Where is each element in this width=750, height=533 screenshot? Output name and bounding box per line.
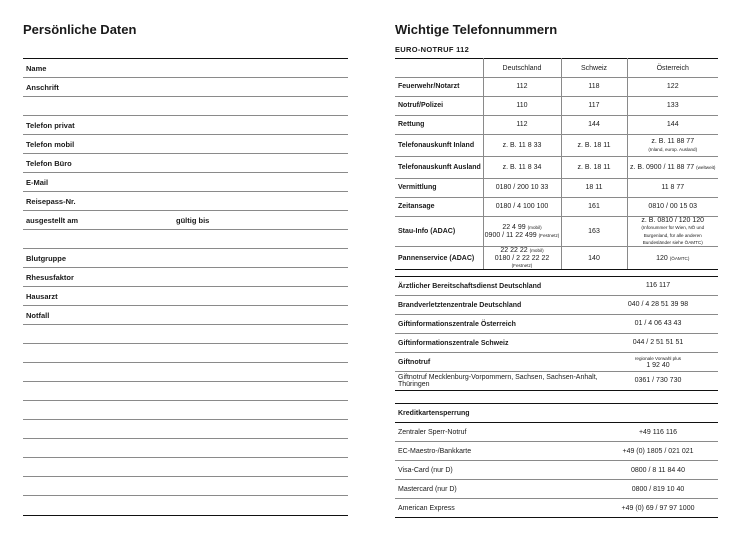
cell-oesterreich: 122 (627, 78, 718, 97)
phone-number: 0800 / 8 11 84 40 (598, 461, 718, 480)
form-row[interactable] (23, 135, 348, 154)
form-row[interactable] (23, 401, 348, 420)
row-label: Zentraler Sperr-Notruf (395, 423, 598, 442)
cell-deutschland: 22 22 22 (mobil) 0180 / 2 22 22 22 (Festnetz) (483, 247, 561, 270)
row-label: Telefonauskunft Ausland (395, 157, 483, 179)
section-subtitle: EURO-NOTRUF 112 (395, 45, 470, 54)
cell-schweiz: 117 (561, 97, 627, 116)
cell-deutschland: 110 (483, 97, 561, 116)
form-row[interactable] (23, 420, 348, 439)
form-row[interactable] (23, 363, 348, 382)
form-row[interactable] (23, 496, 348, 515)
table-row (395, 404, 718, 423)
cell-oesterreich: z. B. 0810 / 120 120 (Infonummer für Wien, NÖ und Burgenland, für alle anderen Bundesländer siehe ÖAMTC) (627, 217, 718, 247)
phone-number: 044 / 2 51 51 51 (598, 334, 718, 353)
cell-deutschland: 0180 / 4 100 100 (483, 198, 561, 217)
row-label: Giftnotruf Mecklenburg-Vorpommern, Sachsen, Sachsen-Anhalt, Thüringen (395, 372, 598, 391)
cell-deutschland: 112 (483, 116, 561, 135)
row-label: Notruf/Polizei (395, 97, 483, 116)
phone-number: 040 / 4 28 51 39 98 (598, 296, 718, 315)
personal-data-form (23, 58, 348, 516)
table-row (395, 334, 718, 353)
row-label: Stau-Info (ADAC) (395, 217, 483, 247)
row-label: Zeitansage (395, 198, 483, 217)
phone-number: regionale Vorwahl plus 1 92 40 (598, 353, 718, 372)
cell-deutschland: z. B. 11 8 33 (483, 135, 561, 157)
table-row (395, 353, 718, 372)
table-row (395, 442, 718, 461)
form-row[interactable] (23, 154, 348, 173)
row-label: Giftinformationszentrale Österreich (395, 315, 598, 334)
form-row[interactable] (23, 97, 348, 116)
table-row (395, 247, 718, 270)
row-label: Vermittlung (395, 179, 483, 198)
table-row (395, 217, 718, 247)
table-row (395, 198, 718, 217)
cell-deutschland: 112 (483, 78, 561, 97)
row-label: Giftinformationszentrale Schweiz (395, 334, 598, 353)
form-row[interactable] (23, 249, 348, 268)
phone-number: 116 117 (598, 277, 718, 296)
row-label: Rettung (395, 116, 483, 135)
field-label: Rhesusfaktor (26, 273, 74, 282)
cell-deutschland: 22 4 99 (mobil) 0900 / 11 22 499 (Festnetz) (483, 217, 561, 247)
cell-oesterreich: 133 (627, 97, 718, 116)
form-row[interactable] (23, 306, 348, 325)
field-label: Anschrift (26, 83, 59, 92)
page-title: Persönliche Daten (23, 22, 137, 37)
phone-number: +49 116 116 (598, 423, 718, 442)
cell-schweiz: z. B. 18 11 (561, 157, 627, 179)
form-row[interactable] (23, 458, 348, 477)
column-header: Österreich (627, 59, 718, 78)
field-label: Telefon Büro (26, 159, 72, 168)
form-row[interactable] (23, 344, 348, 363)
cell-schweiz: 161 (561, 198, 627, 217)
cell-oesterreich: 120 (ÖAMTC) (627, 247, 718, 270)
cell-schweiz: 163 (561, 217, 627, 247)
field-label: gültig bis (176, 216, 210, 225)
table-row (395, 116, 718, 135)
column-header: Deutschland (483, 59, 561, 78)
row-label: Mastercard (nur D) (395, 480, 598, 499)
table-row (395, 372, 718, 391)
table-row (395, 315, 718, 334)
form-row[interactable] (23, 287, 348, 306)
row-label: EC-Maestro-/Bankkarte (395, 442, 598, 461)
cell-schweiz: 118 (561, 78, 627, 97)
row-label: American Express (395, 499, 598, 518)
form-row[interactable] (23, 116, 348, 135)
table-row (395, 499, 718, 518)
form-row[interactable] (23, 268, 348, 287)
row-label: Telefonauskunft Inland (395, 135, 483, 157)
form-row[interactable] (23, 230, 348, 249)
form-row[interactable] (23, 477, 348, 496)
field-label: Hausarzt (26, 292, 58, 301)
form-row[interactable] (23, 211, 348, 230)
form-row[interactable] (23, 78, 348, 97)
cell-schweiz: 140 (561, 247, 627, 270)
form-row[interactable] (23, 192, 348, 211)
field-label: Reisepass-Nr. (26, 197, 76, 206)
cell-oesterreich: 144 (627, 116, 718, 135)
info-table (395, 276, 718, 391)
field-label: E-Mail (26, 178, 49, 187)
table-row (395, 277, 718, 296)
form-row[interactable] (23, 439, 348, 458)
table-row (395, 157, 718, 179)
field-label: Notfall (26, 311, 50, 320)
phone-number: 0361 / 730 730 (598, 372, 718, 391)
row-label: Brandverletztenzentrale Deutschland (395, 296, 598, 315)
row-label: Pannenservice (ADAC) (395, 247, 483, 270)
cell-oesterreich: 0810 / 00 15 03 (627, 198, 718, 217)
cell-schweiz: 18 11 (561, 179, 627, 198)
phone-number: +49 (0) 69 / 97 97 1000 (598, 499, 718, 518)
column-header (395, 59, 483, 78)
row-label: Ärztlicher Bereitschaftsdienst Deutschland (395, 277, 598, 296)
table-row (395, 179, 718, 198)
table-row (395, 97, 718, 116)
section-title: Kreditkartensperrung (395, 404, 718, 423)
phone-number: 0800 / 819 10 40 (598, 480, 718, 499)
field-label: Telefon mobil (26, 140, 75, 149)
page-title: Wichtige Telefonnummern (395, 22, 558, 37)
form-row[interactable] (23, 325, 348, 344)
cell-deutschland: z. B. 11 8 34 (483, 157, 561, 179)
table-row (395, 135, 718, 157)
form-row[interactable] (23, 173, 348, 192)
cell-deutschland: 0180 / 200 10 33 (483, 179, 561, 198)
form-row[interactable] (23, 59, 348, 78)
table-row (395, 78, 718, 97)
row-label: Feuerwehr/Notarzt (395, 78, 483, 97)
table-row (395, 480, 718, 499)
row-label: Visa-Card (nur D) (395, 461, 598, 480)
cell-oesterreich: 11 8 77 (627, 179, 718, 198)
emergency-table (395, 58, 718, 270)
field-label: Name (26, 64, 47, 73)
phone-number: 01 / 4 06 43 43 (598, 315, 718, 334)
field-label: ausgestellt am (26, 216, 79, 225)
table-row (395, 423, 718, 442)
cell-oesterreich: z. B. 11 88 77 (Inland, europ. Ausland) (627, 135, 718, 157)
row-label: Giftnotruf (395, 353, 598, 372)
right-page (375, 0, 750, 533)
form-row[interactable] (23, 382, 348, 401)
cell-schweiz: z. B. 18 11 (561, 135, 627, 157)
field-label: Telefon privat (26, 121, 75, 130)
cell-oesterreich: z. B. 0900 / 11 88 77 (weltweit) (627, 157, 718, 179)
credit-card-table (395, 403, 718, 518)
column-header: Schweiz (561, 59, 627, 78)
phone-number: +49 (0) 1805 / 021 021 (598, 442, 718, 461)
field-label: Blutgruppe (26, 254, 66, 263)
cell-schweiz: 144 (561, 116, 627, 135)
table-row (395, 461, 718, 480)
table-row (395, 296, 718, 315)
